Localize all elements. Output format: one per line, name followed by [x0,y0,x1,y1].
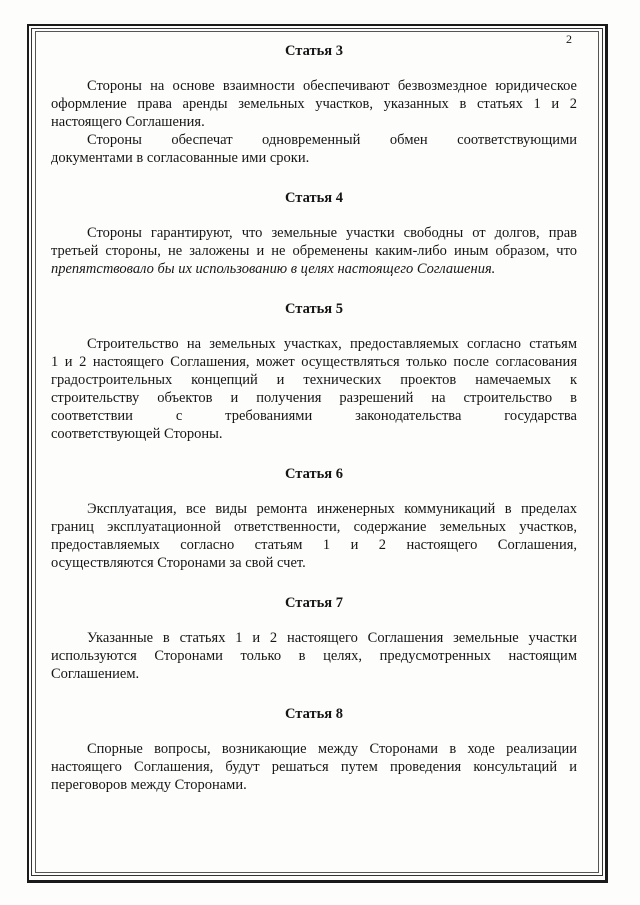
text-line: используются Сторонами только в целях, предусмотренных настоящим [51,648,577,664]
text-line: оформление права аренды земельных участков, указанных в статьях 1 и 2 [51,96,577,112]
text-line: третьей стороны, не заложены и не обременены каким-либо иным образом, что [51,243,577,259]
text-line: градостроительных концепций и технических проектов намечаемых к [51,372,577,388]
article-paragraph [51,77,577,131]
text-line: настоящего Соглашения, будут решаться путем проведения консультаций и [51,759,577,775]
page-number: 2 [566,32,572,46]
article-paragraph [51,224,577,278]
article-5 [51,300,577,443]
article-paragraph [51,629,577,683]
article-paragraph [51,131,577,167]
text-line: Стороны обеспечат одновременный обмен соответствующими [87,132,577,148]
article-3 [51,42,577,167]
article-8 [51,705,577,794]
text-line: Спорные вопросы, возникающие между Сторонами в ходе реализации [87,741,577,757]
article-heading: Статья 7 [285,595,343,611]
article-paragraph [51,740,577,794]
text-line: препятствовало бы их использованию в целях настоящего Соглашения. [51,261,496,277]
article-7 [51,594,577,683]
text-line: соответствии с требованиями законодательства государства [51,408,577,424]
text-line: предоставляемых согласно статьям 1 и 2 настоящего Соглашения, [51,537,577,553]
text-line: Стороны гарантируют, что земельные участки свободны от долгов, прав [87,225,577,241]
text-line: осуществляются Сторонами за свой счет. [51,555,306,571]
text-line: документами в согласованные ими сроки. [51,150,310,166]
article-heading: Статья 3 [285,43,343,59]
article-paragraph [51,335,577,443]
article-heading: Статья 6 [285,466,343,482]
text-line: строительству объектов и получения разрешений на строительство в [51,390,577,406]
article-6 [51,465,577,572]
article-heading: Статья 5 [285,301,343,317]
text-line: переговоров между Сторонами. [51,777,247,793]
article-paragraph [51,500,577,572]
text-line: Эксплуатация, все виды ремонта инженерных коммуникаций в пределах [87,501,577,517]
text-line: Соглашением. [51,666,140,682]
article-heading: Статья 8 [285,706,343,722]
article-heading: Статья 4 [285,190,343,206]
text-line: 1 и 2 настоящего Соглашения, может осуществляться только после согласования [51,354,577,370]
text-line: Строительство на земельных участках, предоставляемых согласно статьям [87,336,577,352]
text-line: границ эксплуатационной ответственности, содержание земельных участков, [51,519,577,535]
text-line: Указанные в статьях 1 и 2 настоящего Соглашения земельные участки [87,630,577,646]
text-line: Стороны на основе взаимности обеспечивают безвозмездное юридическое [87,78,577,94]
text-line: настоящего Соглашения. [51,114,205,130]
text-line: соответствующей Стороны. [51,426,223,442]
document-body [51,42,577,794]
article-4 [51,189,577,278]
